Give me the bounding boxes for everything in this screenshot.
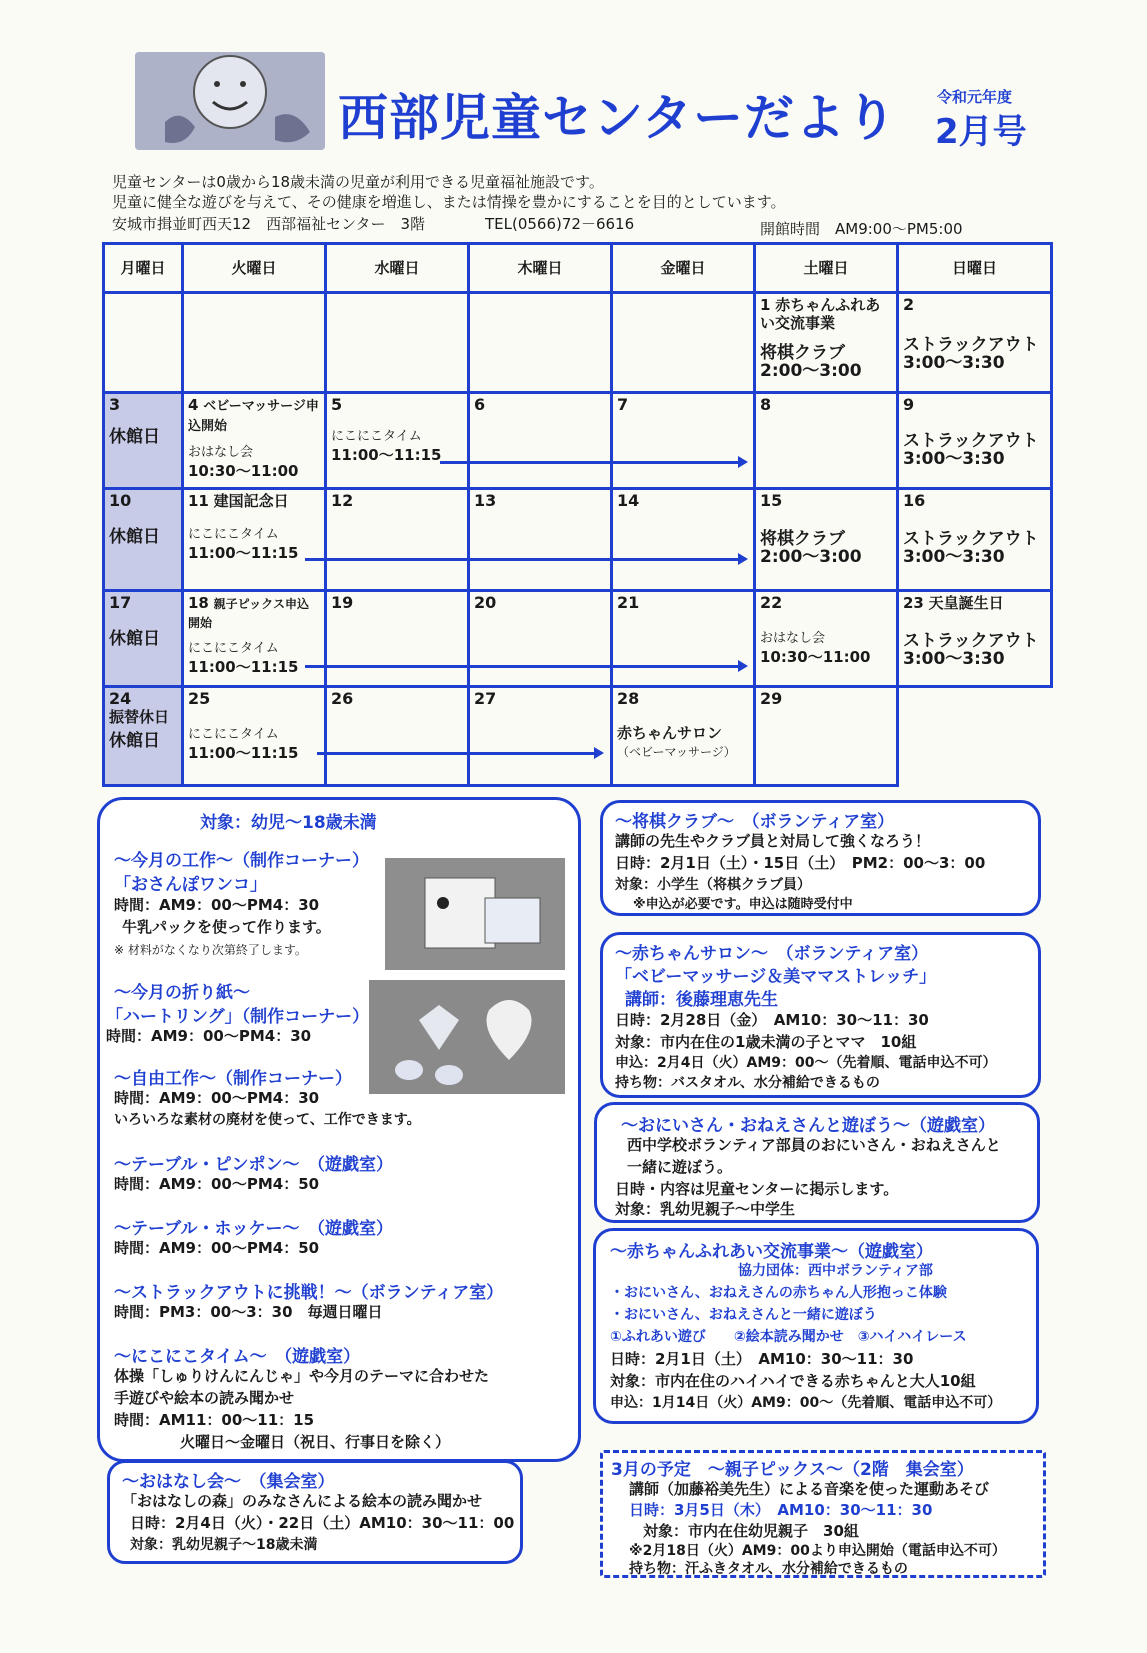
- newsletter-title: 西部児童センターだより: [338, 89, 897, 147]
- day-event: 赤ちゃんふれあい交流事業: [760, 296, 881, 333]
- day-number: 21: [617, 592, 640, 612]
- shogi-heading: ～将棋クラブ～ （ボランティア室）: [615, 812, 895, 832]
- day-note: 親子ピックス申込開始: [188, 596, 310, 630]
- origami-heading: ～今月の折り紙～: [114, 983, 250, 1003]
- day-time: 3:00～3:30: [903, 448, 1005, 469]
- day-cell-sat-1: [755, 293, 898, 393]
- march-line-3: 対象：市内在住幼児親子 30組: [643, 1522, 859, 1540]
- day-number: 9: [903, 394, 915, 414]
- day-empty: [183, 293, 326, 393]
- free-craft-heading: ～自由工作～（制作コーナー）: [114, 1069, 352, 1089]
- march-line-1: 講師（加藤裕美先生）による音楽を使った運動あそび: [629, 1480, 990, 1498]
- day-cell-sat-29: [755, 687, 898, 786]
- closed-label: 休館日: [109, 731, 160, 752]
- day-cell-sat-15: [755, 489, 898, 591]
- baby-salon-box: [600, 932, 1041, 1098]
- day-event: ストラックアウト: [903, 335, 1039, 356]
- closed-label: 休館日: [109, 527, 160, 548]
- march-line-4: ※2月18日（火）AM9：00より申込開始（電話申込不可）: [629, 1543, 1006, 1559]
- day-number: 24: [109, 689, 132, 709]
- day-cell-mon-24: [104, 687, 183, 786]
- exchange-line-6: 対象：市内在住のハイハイできる赤ちゃんと大人10組: [610, 1372, 976, 1390]
- day-number: 19: [331, 592, 354, 612]
- opening-hours: 開館時間 AM9:00～PM5:00: [760, 220, 963, 238]
- day-event: ストラックアウト: [903, 529, 1039, 550]
- day-number: 13: [474, 491, 497, 511]
- day-cell-tue-11: [183, 489, 326, 591]
- exchange-line-5: 日時：2月1日（土） AM10：30～11：30: [610, 1350, 914, 1368]
- weekday-header-row: [104, 244, 1052, 293]
- sibling-line-1: 西中学校ボランティア部員のおにいさん・おねえさんと: [627, 1136, 1001, 1154]
- exchange-line-2: ・おにいさん、おねえさんの赤ちゃん人形抱っこ体験: [610, 1285, 947, 1301]
- day-time: 2:00～3:00: [760, 547, 862, 568]
- salon-line-5: 申込：2月4日（火）AM9：00～（先着順、電話申込不可）: [615, 1055, 997, 1071]
- calendar: [102, 242, 1050, 787]
- day-cell-mon-17: [104, 590, 183, 686]
- hockey-time: 時間：AM9：00～PM4：50: [114, 1239, 320, 1257]
- target-heading: 対象：幼児～18歳未満: [200, 813, 377, 833]
- story-line-2: 日時：2月4日（火）・22日（土）AM10：30～11：00: [130, 1514, 515, 1532]
- day-cell-tue-4: [183, 392, 326, 488]
- day-event: にこにこタイム: [188, 640, 279, 656]
- era-label: 令和元年度: [937, 88, 1013, 106]
- exchange-heading: ～赤ちゃんふれあい交流事業～（遊戯室）: [610, 1242, 933, 1262]
- day-empty: [104, 293, 183, 393]
- craft-heading: ～今月の工作～（制作コーナー）: [114, 851, 369, 871]
- day-number: 11: [188, 492, 209, 511]
- day-event: ストラックアウト: [903, 430, 1039, 451]
- pingpong-time: 時間：AM9：00～PM4：50: [114, 1175, 320, 1193]
- day-empty: [898, 687, 1052, 786]
- day-cell-thu-6: [469, 392, 612, 488]
- day-cell-sun-9: [898, 392, 1052, 488]
- sibling-line-2: 一緒に遊ぼう。: [627, 1158, 733, 1176]
- origami-name: 「ハートリング」（制作コーナー）: [106, 1007, 370, 1027]
- day-cell-wed-26: [326, 687, 469, 786]
- day-time: 10:30～11:00: [188, 461, 299, 480]
- story-line-3: 対象：乳幼児親子～18歳未満: [130, 1537, 318, 1553]
- week-row-1: [104, 293, 1052, 393]
- shogi-line-2: 日時：2月1日（土）・15日（土） PM2：00～3：00: [615, 854, 986, 872]
- activities-box: [97, 797, 581, 1462]
- weekday-thu: 木曜日: [469, 244, 612, 293]
- day-event: にこにこタイム: [331, 428, 422, 444]
- exchange-line-7: 申込：1月14日（火）AM9：00～（先着順、電話申込不可）: [610, 1395, 1002, 1411]
- nikoniko-heading: ～にこにこタイム～ （遊戯室）: [114, 1347, 361, 1367]
- day-cell-thu-27: [469, 687, 612, 786]
- day-note: （ベビーマッサージ）: [617, 745, 736, 760]
- day-cell-fri-14: [612, 489, 755, 591]
- day-number: 26: [331, 689, 354, 709]
- craft-name: 「おさんぽワンコ」: [114, 875, 267, 895]
- march-schedule-box: [600, 1450, 1046, 1578]
- day-number: 17: [109, 592, 132, 612]
- weekday-tue: 火曜日: [183, 244, 326, 293]
- day-number: 1: [760, 296, 771, 315]
- day-number: 12: [331, 491, 354, 511]
- day-number: 3: [109, 394, 121, 414]
- salon-line-4: 対象：市内在住の1歳未満の子とママ 10組: [615, 1033, 917, 1051]
- day-time: 2:00～3:00: [760, 361, 862, 382]
- day-time: 3:00～3:30: [903, 547, 1005, 568]
- day-time: 3:00～3:30: [903, 648, 1005, 669]
- day-event: にこにこタイム: [188, 527, 279, 543]
- march-line-2: 日時：3月5日（木） AM10：30～11：30: [629, 1501, 933, 1519]
- story-heading: ～おはなし会～ （集会室）: [122, 1472, 335, 1492]
- address: 安城市揖並町西天12 西部福祉センター 3階: [112, 215, 426, 233]
- sibling-line-3: 日時・内容は児童センターに掲示します。: [615, 1180, 899, 1198]
- free-craft-time: 時間：AM9：00～PM4：30: [114, 1089, 320, 1107]
- salon-heading: ～赤ちゃんサロン～ （ボランティア室）: [615, 944, 929, 964]
- day-cell-tue-18: [183, 590, 326, 686]
- strikeout-heading: ～ストラックアウトに挑戦！～（ボランティア室）: [114, 1283, 504, 1303]
- day-event: にこにこタイム: [188, 727, 279, 743]
- free-craft-desc: いろいろな素材の廃材を使って、工作できます。: [114, 1112, 421, 1128]
- craft-time: 時間：AM9：00～PM4：30: [114, 896, 320, 914]
- march-heading: 3月の予定 ～親子ピックス～（2階 集会室）: [611, 1460, 974, 1480]
- closed-label: 休館日: [109, 426, 160, 447]
- day-event: 赤ちゃんサロン: [617, 724, 723, 743]
- day-number: 22: [760, 592, 783, 612]
- day-number: 15: [760, 491, 783, 511]
- arrow-icon: [305, 558, 744, 561]
- day-number: 14: [617, 491, 640, 511]
- salon-line-3: 日時：2月28日（金） AM10：30～11：30: [615, 1011, 929, 1029]
- day-event: ストラックアウト: [903, 630, 1039, 651]
- day-time: 11:00～11:15: [188, 544, 299, 563]
- day-cell-sat-22: [755, 590, 898, 686]
- nikoniko-time: 時間：AM11：00～11：15: [114, 1411, 315, 1429]
- baby-exchange-box: [593, 1228, 1039, 1424]
- weekday-wed: 水曜日: [326, 244, 469, 293]
- day-event: おはなし会: [760, 630, 826, 646]
- day-time: 11:00～11:15: [188, 657, 299, 676]
- weekday-sat: 土曜日: [755, 244, 898, 293]
- week-row-4: [104, 590, 1052, 686]
- day-time: 3:00～3:30: [903, 353, 1005, 374]
- header-illustration: [135, 52, 325, 150]
- day-cell-tue-25: [183, 687, 326, 786]
- day-empty: [612, 293, 755, 393]
- calendar-table: [102, 242, 1053, 787]
- arrow-icon: [317, 752, 600, 755]
- telephone: TEL(0566)72－6616: [485, 215, 635, 233]
- day-cell-wed-19: [326, 590, 469, 686]
- day-number: 8: [760, 394, 772, 414]
- day-cell-sat-8: [755, 392, 898, 488]
- day-note: 天皇誕生日: [928, 593, 1004, 612]
- day-cell-wed-5: [326, 392, 469, 488]
- day-cell-fri-28: [612, 687, 755, 786]
- intro-line-1: 児童センターは0歳から18歳未満の児童が利用できる児童福祉施設です。: [112, 173, 604, 191]
- nikoniko-days: 火曜日～金曜日（祝日、行事日を除く）: [180, 1433, 451, 1451]
- strikeout-time: 時間：PM3：00～3：30 毎週日曜日: [114, 1303, 383, 1321]
- arrow-icon: [440, 461, 744, 464]
- day-cell-sun-23: [898, 590, 1052, 686]
- day-number: 2: [903, 295, 915, 315]
- day-number: 29: [760, 689, 783, 709]
- day-number: 20: [474, 592, 497, 612]
- day-cell-thu-20: [469, 590, 612, 686]
- week-row-5: [104, 687, 1052, 786]
- day-number: 27: [474, 689, 497, 709]
- day-empty: [469, 293, 612, 393]
- sibling-play-box: [594, 1102, 1040, 1223]
- day-number: 10: [109, 491, 132, 511]
- weekday-fri: 金曜日: [612, 244, 755, 293]
- issue-label: 2月号: [935, 112, 1027, 152]
- shogi-line-1: 講師の先生やクラブ員と対局して強くなろう！: [615, 832, 931, 850]
- day-event: 将棋クラブ: [760, 529, 845, 550]
- shogi-box: [600, 800, 1041, 916]
- arrow-icon: [305, 665, 744, 668]
- day-cell-sun-16: [898, 489, 1052, 591]
- day-number: 4: [188, 395, 199, 414]
- day-event: 将棋クラブ: [760, 343, 845, 364]
- day-note: 建国記念日: [213, 492, 289, 511]
- day-event: おはなし会: [188, 444, 254, 460]
- day-note: 振替休日: [109, 708, 170, 727]
- weekday-sun: 日曜日: [898, 244, 1052, 293]
- day-number: 23: [903, 593, 924, 612]
- day-time: 11:00～11:15: [188, 744, 299, 763]
- day-cell-fri-7: [612, 392, 755, 488]
- craft-note: ※ 材料がなくなり次第終了します。: [114, 943, 307, 957]
- hockey-heading: ～テーブル・ホッケー～ （遊戯室）: [114, 1219, 393, 1239]
- shogi-line-4: ※申込が必要です。申込は随時受付中: [633, 897, 853, 912]
- story-time-box: [107, 1460, 523, 1564]
- day-empty: [326, 293, 469, 393]
- closed-label: 休館日: [109, 628, 160, 649]
- day-number: 7: [617, 394, 629, 414]
- day-time: 11:00～11:15: [331, 445, 442, 464]
- origami-time: 時間：AM9：00～PM4：30: [106, 1027, 312, 1045]
- origami-photo: [369, 980, 565, 1094]
- craft-photo: [385, 858, 565, 970]
- shogi-line-3: 対象：小学生（将棋クラブ員）: [615, 877, 811, 893]
- salon-line-2: 講師：後藤理恵先生: [625, 990, 778, 1010]
- sibling-heading: ～おにいさん・おねえさんと遊ぼう～（遊戯室）: [621, 1116, 995, 1136]
- nikoniko-desc-1: 体操「しゅりけんにんじゃ」や今月のテーマに合わせた: [114, 1367, 490, 1385]
- day-number: 5: [331, 394, 343, 414]
- salon-line-6: 持ち物：バスタオル、水分補給できるもの: [615, 1075, 880, 1091]
- day-cell-thu-13: [469, 489, 612, 591]
- exchange-line-4: ①ふれあい遊び ②絵本読み聞かせ ③ハイハイレース: [610, 1329, 967, 1345]
- day-number: 6: [474, 394, 486, 414]
- exchange-line-3: ・おにいさん、おねえさんと一緒に遊ぼう: [610, 1307, 877, 1323]
- day-cell-fri-21: [612, 590, 755, 686]
- day-note: ベビーマッサージ申込開始: [188, 398, 319, 434]
- day-cell-mon-3: [104, 392, 183, 488]
- weekday-mon: 月曜日: [104, 244, 183, 293]
- exchange-line-1: 協力団体：西中ボランティア部: [738, 1263, 933, 1279]
- nikoniko-desc-2: 手遊びや絵本の読み聞かせ: [114, 1389, 295, 1407]
- day-number: 25: [188, 689, 211, 709]
- march-line-5: 持ち物：汗ふきタオル、水分補給できるもの: [629, 1561, 908, 1577]
- pingpong-heading: ～テーブル・ピンポン～ （遊戯室）: [114, 1155, 393, 1175]
- salon-line-1: 「ベビーマッサージ＆美ママストレッチ」: [615, 967, 937, 987]
- day-cell-sun-2: [898, 293, 1052, 393]
- day-number: 18: [188, 593, 209, 612]
- day-number: 28: [617, 689, 640, 709]
- day-number: 16: [903, 491, 926, 511]
- week-row-2: [104, 392, 1052, 488]
- sibling-line-4: 対象：乳幼児親子～中学生: [615, 1200, 796, 1218]
- day-cell-wed-12: [326, 489, 469, 591]
- craft-desc: 牛乳パックを使って作ります。: [122, 918, 331, 936]
- day-cell-mon-10: [104, 489, 183, 591]
- story-line-1: 「おはなしの森」のみなさんによる絵本の読み聞かせ: [122, 1492, 483, 1510]
- day-time: 10:30～11:00: [760, 647, 871, 666]
- week-row-3: [104, 489, 1052, 591]
- intro-line-2: 児童に健全な遊びを与えて、その健康を増進し、または情操を豊かにすることを目的としています。: [112, 193, 786, 211]
